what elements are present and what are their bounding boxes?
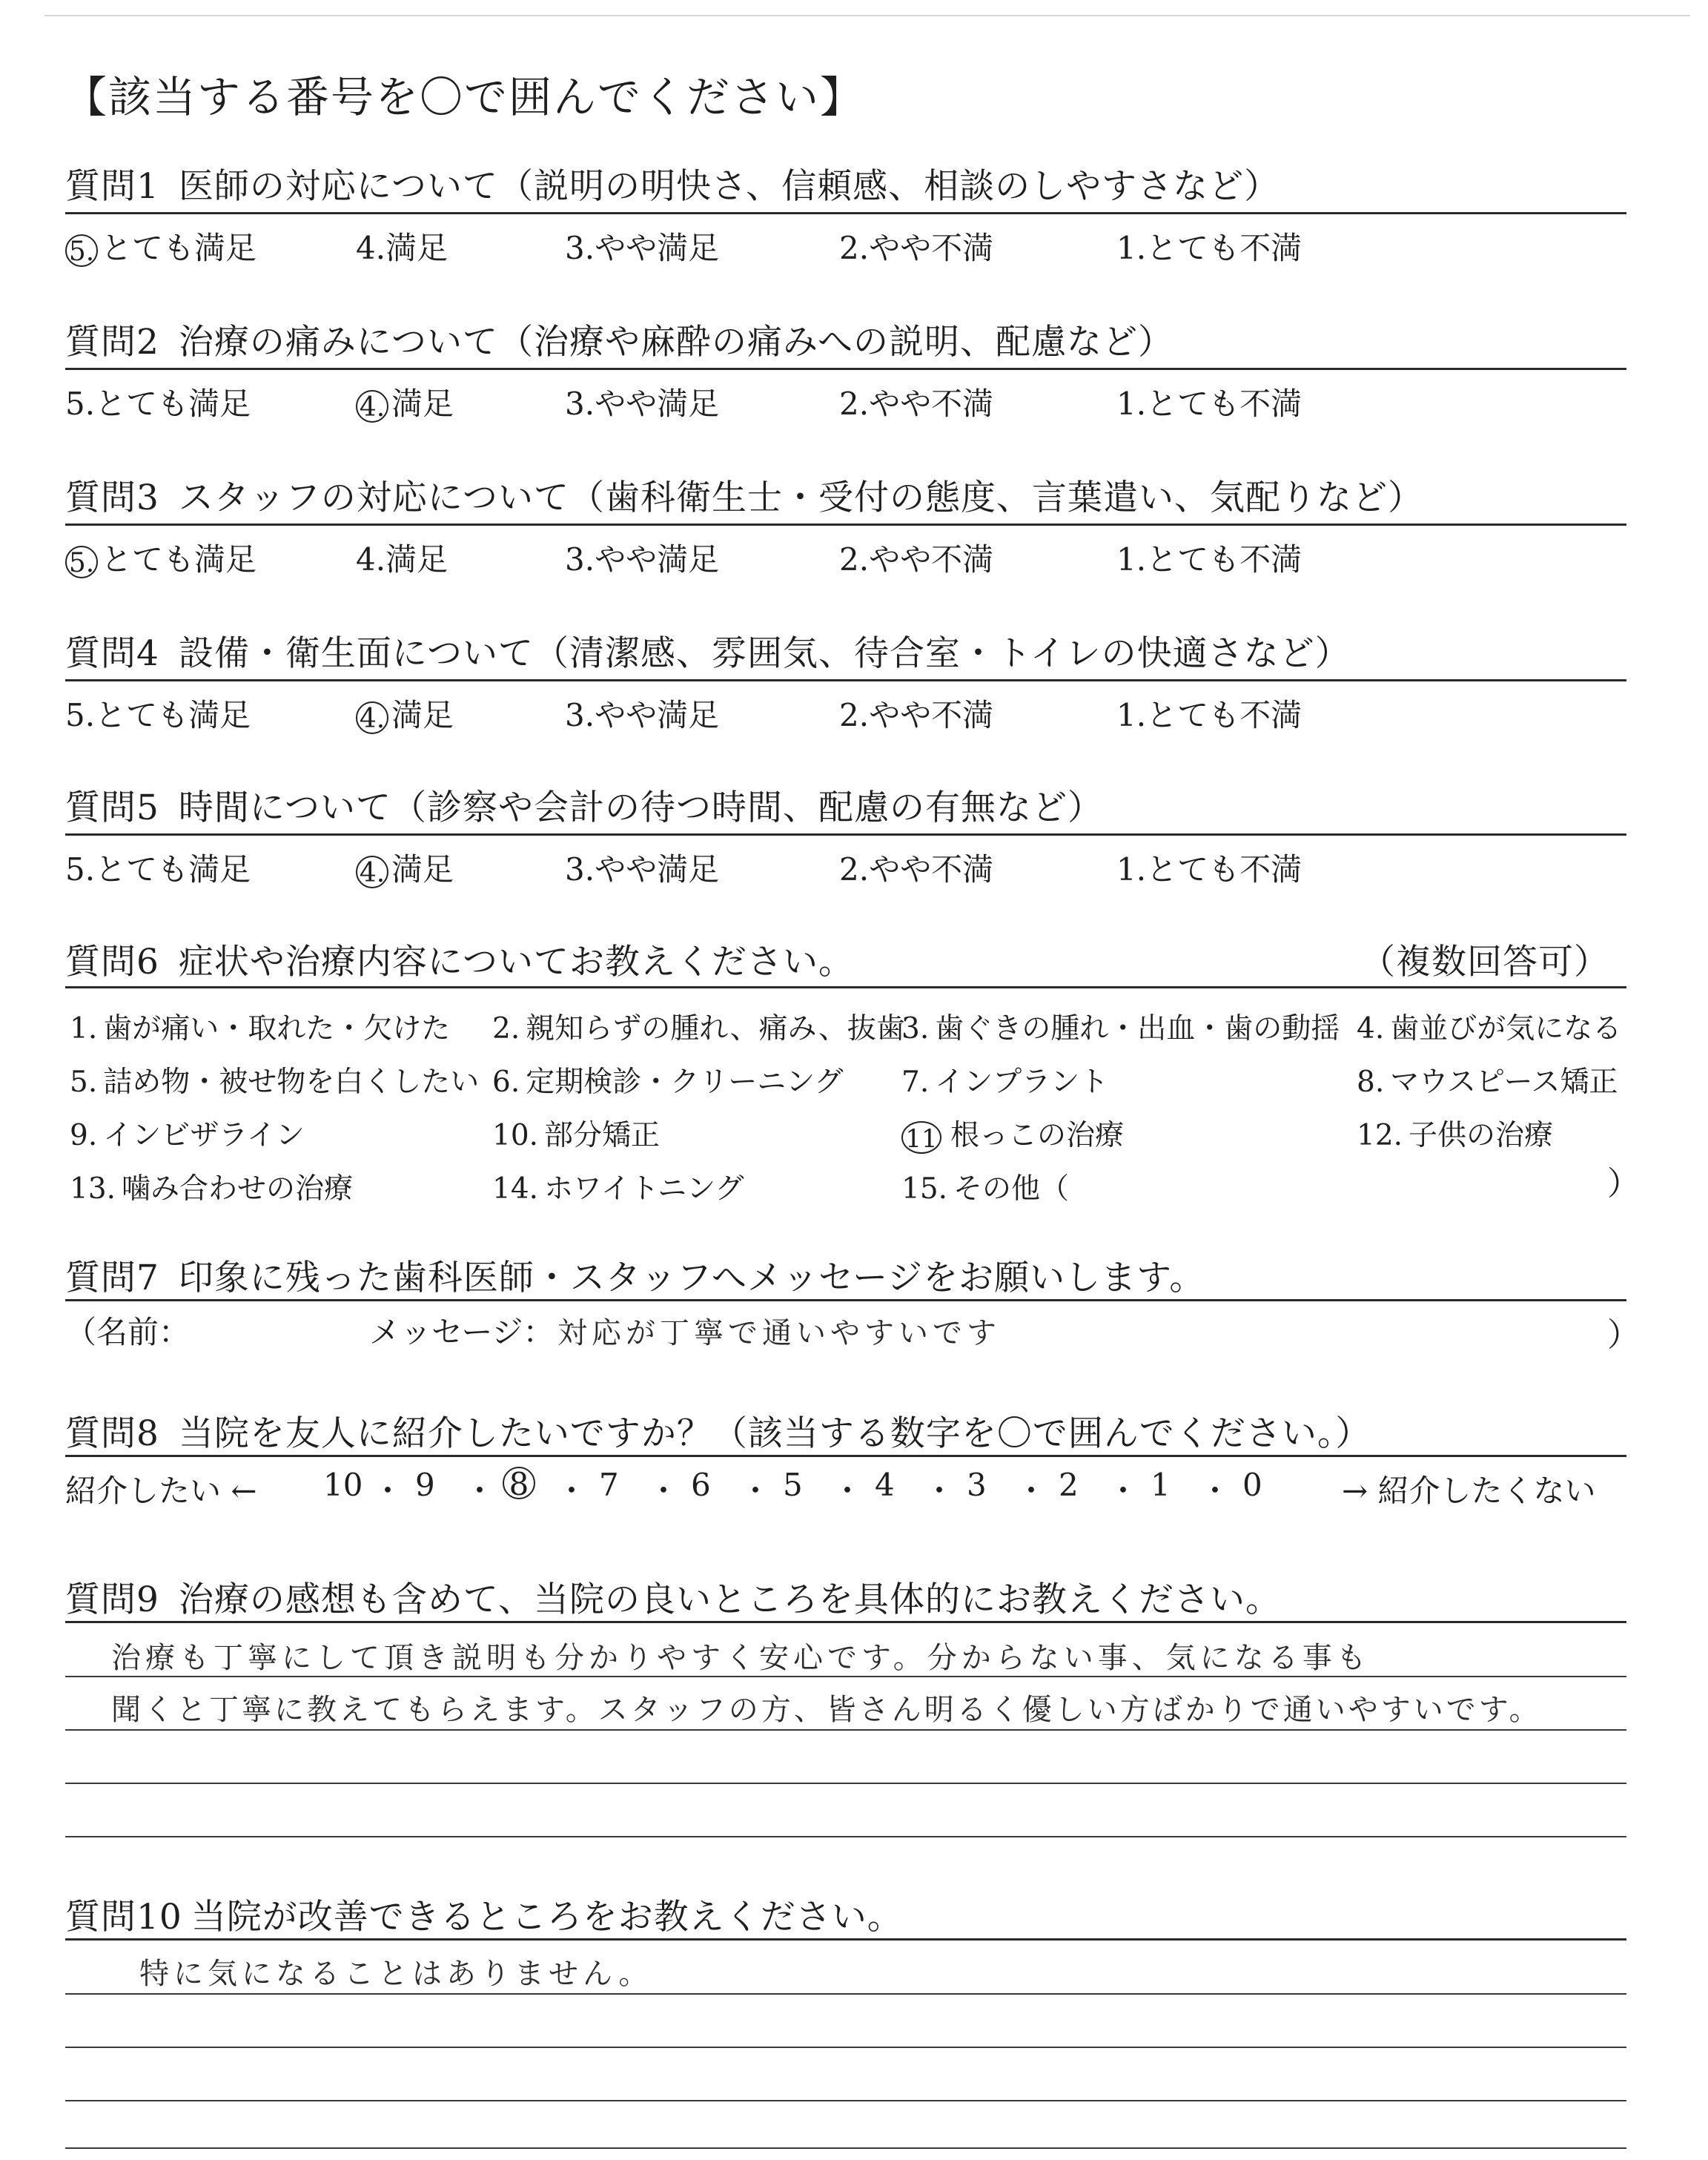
- q6-option-6[interactable]: [492, 1059, 843, 1100]
- q6-note: （複数回答可）: [1360, 942, 1609, 982]
- q8-scale-separator: ・: [1199, 1473, 1231, 1509]
- q9-writing-line: [65, 1783, 1626, 1784]
- option-label: 詰め物・被せ物を白くしたい: [103, 1066, 480, 1099]
- option-label: インビザライン: [103, 1119, 305, 1152]
- q10-text: 当院が改善できるところをお教えください。: [191, 1897, 903, 1938]
- q1-rule: [65, 212, 1626, 214]
- q6-option-13[interactable]: [70, 1166, 353, 1207]
- option-label: 満足: [391, 697, 454, 733]
- selected-circle-mark: 4.: [356, 856, 388, 888]
- q8-text: 当院を友人に紹介したいですか？（該当する数字を〇で囲んでください。）: [178, 1413, 1371, 1454]
- q6-option-7[interactable]: [901, 1059, 1108, 1100]
- q8-scale-separator: ・: [464, 1473, 496, 1509]
- q1-text: 医師の対応について（説明の明快さ、信頼感、相談のしやすさなど）: [178, 166, 1280, 207]
- q7-name-label: （名前：: [65, 1314, 191, 1350]
- q8-scale-3[interactable]: 3: [967, 1467, 987, 1503]
- q4-rule: [65, 679, 1626, 681]
- q7-heading: [65, 1250, 1205, 1300]
- option-label: 噛み合わせの治療: [122, 1172, 354, 1206]
- q6-rule: [65, 986, 1626, 988]
- q8-scale-separator: ・: [740, 1473, 772, 1509]
- option-number: 15.: [901, 1172, 948, 1206]
- q8-scale-separator: ・: [1108, 1473, 1139, 1509]
- q1-number: 質問1: [65, 166, 159, 207]
- q2-option-5[interactable]: 5.とても満足: [65, 386, 251, 422]
- option-label: マウスピース矯正: [1390, 1066, 1618, 1099]
- q9-answer-line-1: 治療も丁寧にして頂き説明も分かりやすく安心です。分からない事、気になる事も: [111, 1641, 1371, 1675]
- q2-text: 治療の痛みについて（治療や麻酔の痛みへの説明、配慮など）: [178, 322, 1174, 363]
- q5-rule: [65, 833, 1626, 836]
- q3-number: 質問3: [65, 478, 159, 518]
- q10-heading: [65, 1889, 903, 1939]
- option-number: 3.: [901, 1012, 930, 1046]
- option-label: ホワイトニング: [544, 1172, 744, 1206]
- q8-scale-separator: ・: [648, 1473, 680, 1509]
- q5-option-3[interactable]: 3.やや満足: [565, 851, 720, 888]
- q8-scale-10[interactable]: 10: [323, 1467, 363, 1503]
- q6-number: 質問6: [65, 942, 159, 982]
- selected-circle-mark: 4.: [356, 390, 388, 423]
- q6-other-close-paren: ）: [1607, 1165, 1640, 1203]
- q4-option-4[interactable]: [356, 691, 454, 736]
- q6-option-8[interactable]: [1357, 1059, 1618, 1100]
- q4-heading: [65, 626, 1351, 676]
- selected-circle-mark: 11: [901, 1121, 941, 1154]
- q10-writing-line: [65, 1993, 1626, 1995]
- q8-scale-9[interactable]: 9: [415, 1467, 435, 1503]
- q2-option-1[interactable]: 1.とても不満: [1116, 386, 1302, 422]
- q8-scale-7[interactable]: 7: [599, 1467, 619, 1503]
- q8-scale-separator: ・: [1016, 1473, 1047, 1509]
- option-label: 根っこの治療: [950, 1119, 1125, 1152]
- q6-option-9[interactable]: [70, 1112, 305, 1154]
- q3-heading: [65, 470, 1423, 520]
- q2-number: 質問2: [65, 322, 159, 363]
- option-number: 8.: [1357, 1066, 1385, 1099]
- q1-option-5[interactable]: [65, 224, 256, 268]
- q6-option-4[interactable]: [1357, 1005, 1621, 1047]
- option-number: 14.: [492, 1172, 539, 1206]
- q8-right-label: → 紹介したくない: [1342, 1473, 1596, 1509]
- q9-writing-line: [65, 1836, 1626, 1837]
- q7-rule: [65, 1299, 1626, 1301]
- q2-heading: [65, 314, 1174, 364]
- option-label: その他（: [953, 1172, 1070, 1206]
- q8-scale-separator: ・: [832, 1473, 864, 1509]
- q8-scale-0[interactable]: 0: [1242, 1467, 1262, 1503]
- q9-heading: [65, 1572, 1281, 1622]
- q10-number: 質問10: [65, 1897, 182, 1938]
- q6-option-12[interactable]: [1357, 1112, 1553, 1154]
- q8-scale-separator: ・: [924, 1473, 956, 1509]
- q2-option-3[interactable]: 3.やや満足: [565, 386, 720, 422]
- selected-circle-mark: 5.: [65, 546, 98, 578]
- option-label: 親知らずの腫れ、痛み、抜歯: [526, 1012, 905, 1046]
- q3-rule: [65, 524, 1626, 526]
- q9-rule: [65, 1621, 1626, 1623]
- q9-writing-line: [65, 1729, 1626, 1731]
- q4-option-2[interactable]: 2.やや不満: [839, 697, 994, 733]
- q8-left-label: 紹介したい ←: [65, 1473, 257, 1509]
- option-number: 2.: [492, 1012, 520, 1046]
- q6-option-3[interactable]: [901, 1005, 1340, 1047]
- q4-option-3[interactable]: 3.やや満足: [565, 697, 720, 733]
- q3-option-2[interactable]: 2.やや不満: [839, 541, 994, 578]
- q7-text: 印象に残った歯科医師・スタッフへメッセージをお願いします。: [178, 1258, 1205, 1298]
- q8-scale-8[interactable]: 8: [503, 1467, 535, 1499]
- q7-message-handwritten: 対応が丁寧で通いやすいです: [557, 1316, 1001, 1350]
- q8-scale-separator: ・: [372, 1473, 404, 1509]
- q8-scale-separator: ・: [556, 1473, 588, 1509]
- q3-text: スタッフの対応について（歯科衛生士・受付の態度、言葉遣い、気配りなど）: [178, 478, 1423, 518]
- q3-option-3[interactable]: 3.やや満足: [565, 541, 720, 578]
- q2-option-4[interactable]: [356, 380, 454, 424]
- selected-circle-mark: 5.: [65, 234, 98, 267]
- q2-option-2[interactable]: 2.やや不満: [839, 386, 994, 422]
- q9-text: 治療の感想も含めて、当院の良いところを具体的にお教えください。: [178, 1579, 1281, 1620]
- option-label: 歯が痛い・取れた・欠けた: [103, 1012, 451, 1046]
- option-label: 歯ぐきの腫れ・出血・歯の動揺: [935, 1012, 1340, 1046]
- q6-option-11[interactable]: [901, 1112, 1124, 1154]
- option-number: 13.: [70, 1172, 116, 1206]
- q6-option-5[interactable]: [70, 1059, 479, 1100]
- q10-writing-line: [65, 2047, 1626, 2048]
- q6-option-2[interactable]: [492, 1005, 905, 1047]
- q4-text: 設備・衛生面について（清潔感、雰囲気、待合室・トイレの快適さなど）: [178, 633, 1351, 674]
- q4-option-5[interactable]: 5.とても満足: [65, 697, 251, 733]
- option-label: 定期検診・クリーニング: [526, 1066, 844, 1099]
- option-label: インプラント: [935, 1066, 1109, 1099]
- q5-number: 質問5: [65, 787, 159, 828]
- q6-option-15[interactable]: [901, 1166, 1069, 1207]
- option-label: 満足: [391, 386, 454, 422]
- option-number: 7.: [901, 1066, 930, 1099]
- q1-option-4[interactable]: 4.満足: [356, 230, 448, 266]
- q10-answer-line-1: 特に気になることはありません。: [139, 1957, 653, 1991]
- option-label: 歯並びが気になる: [1390, 1012, 1622, 1046]
- q4-option-1[interactable]: 1.とても不満: [1116, 697, 1302, 733]
- q1-option-1[interactable]: 1.とても不満: [1116, 230, 1302, 266]
- q5-option-2[interactable]: 2.やや不満: [839, 851, 994, 888]
- option-label: とても満足: [101, 230, 257, 266]
- option-number: 12.: [1357, 1119, 1403, 1152]
- q10-writing-line: [65, 2100, 1626, 2101]
- q3-option-4[interactable]: 4.満足: [356, 541, 448, 578]
- page-top-edge: [44, 15, 1690, 16]
- q1-heading: [65, 159, 1280, 208]
- q8-scale-5[interactable]: 5: [783, 1467, 803, 1503]
- q8-scale-4[interactable]: 4: [875, 1467, 895, 1503]
- q6-heading: [65, 934, 854, 984]
- q5-option-5[interactable]: 5.とても満足: [65, 851, 251, 888]
- q6-text: 症状や治療内容についてお教えください。: [178, 942, 854, 982]
- q8-heading: [65, 1406, 1371, 1456]
- q5-option-1[interactable]: 1.とても不満: [1116, 851, 1302, 888]
- page-title: 【該当する番号を〇で囲んでください】: [64, 72, 865, 122]
- option-number: 9.: [70, 1119, 98, 1152]
- option-number: 6.: [492, 1066, 520, 1099]
- q8-scale-1[interactable]: 1: [1151, 1467, 1171, 1503]
- q6-option-1[interactable]: [70, 1005, 450, 1047]
- q5-option-4[interactable]: [356, 845, 454, 890]
- q5-heading: [65, 780, 1103, 830]
- q7-number: 質問7: [65, 1258, 159, 1298]
- q1-option-2[interactable]: 2.やや不満: [839, 230, 994, 266]
- q9-number: 質問9: [65, 1579, 159, 1620]
- q5-text: 時間について（診察や会計の待つ時間、配慮の有無など）: [178, 787, 1103, 828]
- q4-number: 質問4: [65, 633, 159, 674]
- option-label: 子供の治療: [1409, 1119, 1554, 1152]
- q3-option-5[interactable]: [65, 535, 256, 580]
- option-label: とても満足: [101, 541, 257, 578]
- q6-option-14[interactable]: [492, 1166, 744, 1207]
- q8-rule: [65, 1455, 1626, 1457]
- q9-answer-line-2: 聞くと丁寧に教えてもらえます。スタッフの方、皆さん明るく優しい方ばかりで通いやすいです。: [111, 1693, 1542, 1727]
- option-number: 5.: [70, 1066, 98, 1099]
- q7-close-paren: ）: [1607, 1316, 1640, 1354]
- option-label: 部分矯正: [544, 1119, 661, 1152]
- q1-option-3[interactable]: 3.やや満足: [565, 230, 720, 266]
- q8-scale-6[interactable]: 6: [691, 1467, 711, 1503]
- option-number: 4.: [1357, 1012, 1385, 1046]
- option-label: 満足: [391, 851, 454, 888]
- option-number: 10.: [492, 1119, 539, 1152]
- q10-writing-line: [65, 2147, 1626, 2149]
- q3-option-1[interactable]: 1.とても不満: [1116, 541, 1302, 578]
- option-number: 1.: [70, 1012, 98, 1046]
- selected-circle-mark: 4.: [356, 701, 388, 734]
- q7-message-label: メッセージ：: [369, 1314, 555, 1350]
- q2-rule: [65, 368, 1626, 370]
- q8-scale-2[interactable]: 2: [1059, 1467, 1079, 1503]
- q6-option-10[interactable]: [492, 1112, 660, 1154]
- q10-rule: [65, 1938, 1626, 1941]
- q8-number: 質問8: [65, 1413, 159, 1454]
